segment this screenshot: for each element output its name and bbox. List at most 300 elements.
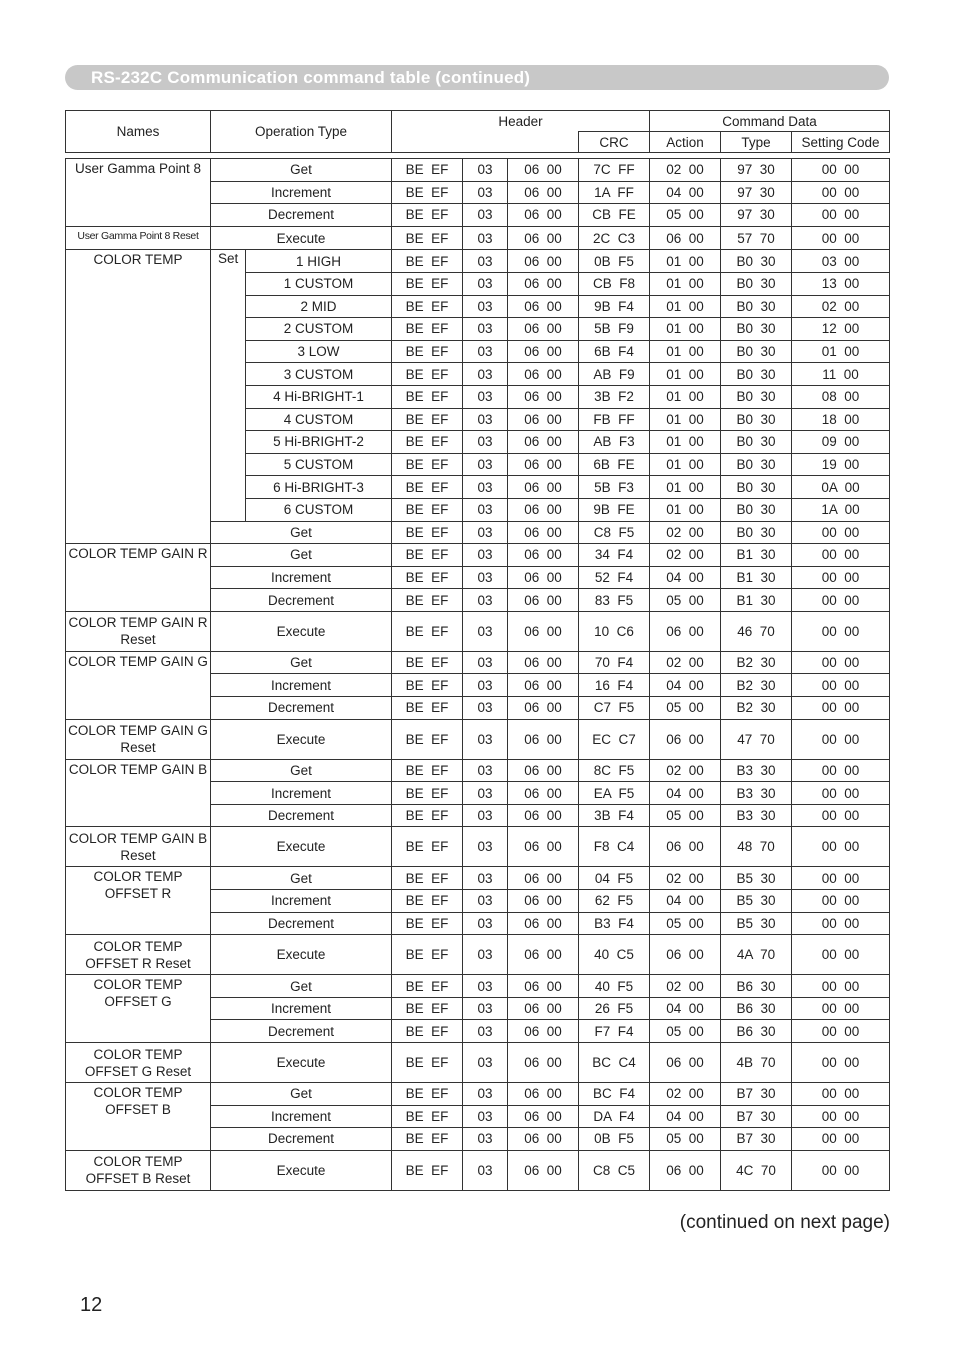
continued-note: (continued on next page) xyxy=(679,1212,890,1233)
row-type: B3 30 xyxy=(721,759,792,782)
row-type: B2 30 xyxy=(721,674,792,697)
row-crc: CB F8 xyxy=(579,272,650,295)
row-h1: BE EF xyxy=(392,295,463,318)
row-crc: 1A FF xyxy=(579,181,650,204)
row-code: 00 00 xyxy=(792,566,890,589)
row-code: 00 00 xyxy=(792,912,890,935)
row-action: 01 00 xyxy=(650,408,721,431)
row-h3: 06 00 xyxy=(508,566,579,589)
row-type: B0 30 xyxy=(721,363,792,386)
row-h1: BE EF xyxy=(392,1043,463,1083)
row-operation: Execute xyxy=(211,611,392,651)
header-names: Names xyxy=(66,111,211,153)
row-h3: 06 00 xyxy=(508,1105,579,1128)
row-h2: 03 xyxy=(463,272,508,295)
row-type: B0 30 xyxy=(721,453,792,476)
row-operation: 3 CUSTOM xyxy=(246,363,392,386)
row-code: 18 00 xyxy=(792,408,890,431)
row-action: 04 00 xyxy=(650,181,721,204)
row-operation: Get xyxy=(211,1083,392,1106)
row-h3: 06 00 xyxy=(508,498,579,521)
row-type: 47 70 xyxy=(721,719,792,759)
row-code: 00 00 xyxy=(792,867,890,890)
row-h2: 03 xyxy=(463,159,508,182)
row-h1: BE EF xyxy=(392,589,463,612)
row-name: COLOR TEMP GAIN R xyxy=(66,544,211,612)
row-h2: 03 xyxy=(463,204,508,227)
row-action: 04 00 xyxy=(650,674,721,697)
row-h3: 06 00 xyxy=(508,997,579,1020)
row-name: User Gamma Point 8 xyxy=(66,159,211,227)
row-crc: 8C F5 xyxy=(579,759,650,782)
row-code: 00 00 xyxy=(792,1083,890,1106)
row-set-label: Set xyxy=(211,250,246,521)
row-h2: 03 xyxy=(463,453,508,476)
row-crc: 0B F5 xyxy=(579,1128,650,1151)
row-code: 00 00 xyxy=(792,674,890,697)
row-operation: Get xyxy=(211,975,392,998)
row-h1: BE EF xyxy=(392,674,463,697)
row-name: User Gamma Point 8 Reset xyxy=(66,226,211,250)
row-operation: Increment xyxy=(211,566,392,589)
row-h3: 06 00 xyxy=(508,867,579,890)
row-crc: 62 F5 xyxy=(579,890,650,913)
table-row xyxy=(66,719,890,759)
table-row xyxy=(66,935,890,975)
row-operation: 6 CUSTOM xyxy=(246,498,392,521)
row-operation: Execute xyxy=(211,935,392,975)
row-code: 00 00 xyxy=(792,611,890,651)
row-h2: 03 xyxy=(463,544,508,567)
row-operation: 4 CUSTOM xyxy=(246,408,392,431)
row-code: 00 00 xyxy=(792,827,890,867)
row-crc: 26 F5 xyxy=(579,997,650,1020)
row-type: 97 30 xyxy=(721,204,792,227)
command-table xyxy=(65,110,890,1191)
row-action: 06 00 xyxy=(650,226,721,250)
row-action: 01 00 xyxy=(650,476,721,499)
header-operation-type: Operation Type xyxy=(211,111,392,153)
row-type: 97 30 xyxy=(721,159,792,182)
row-operation: 5 Hi-BRIGHT-2 xyxy=(246,431,392,454)
row-h1: BE EF xyxy=(392,867,463,890)
row-operation: Get xyxy=(211,544,392,567)
row-operation: Increment xyxy=(211,181,392,204)
row-h2: 03 xyxy=(463,181,508,204)
row-name: COLOR TEMP OFFSET G xyxy=(66,975,211,1043)
row-code: 09 00 xyxy=(792,431,890,454)
row-type: 57 70 xyxy=(721,226,792,250)
row-type: B1 30 xyxy=(721,544,792,567)
row-code: 00 00 xyxy=(792,521,890,544)
row-h1: BE EF xyxy=(392,935,463,975)
row-h3: 06 00 xyxy=(508,544,579,567)
table-row xyxy=(66,759,890,782)
row-h1: BE EF xyxy=(392,975,463,998)
row-code: 00 00 xyxy=(792,159,890,182)
row-type: B2 30 xyxy=(721,697,792,720)
row-crc: AB F9 xyxy=(579,363,650,386)
row-type: B0 30 xyxy=(721,385,792,408)
row-h3: 06 00 xyxy=(508,912,579,935)
table-row xyxy=(66,159,890,182)
row-crc: 34 F4 xyxy=(579,544,650,567)
row-h3: 06 00 xyxy=(508,272,579,295)
row-type: 4A 70 xyxy=(721,935,792,975)
row-h3: 06 00 xyxy=(508,651,579,674)
row-h3: 06 00 xyxy=(508,804,579,827)
row-h1: BE EF xyxy=(392,340,463,363)
table-row xyxy=(66,1150,890,1190)
row-h3: 06 00 xyxy=(508,1150,579,1190)
row-type: 46 70 xyxy=(721,611,792,651)
row-operation: Execute xyxy=(211,226,392,250)
row-name: COLOR TEMP OFFSET B xyxy=(66,1083,211,1151)
row-action: 02 00 xyxy=(650,975,721,998)
row-h1: BE EF xyxy=(392,566,463,589)
row-h2: 03 xyxy=(463,1150,508,1190)
row-type: B6 30 xyxy=(721,997,792,1020)
header-spacer xyxy=(392,132,579,153)
row-h3: 06 00 xyxy=(508,975,579,998)
row-h2: 03 xyxy=(463,1043,508,1083)
row-name: COLOR TEMP OFFSET B Reset xyxy=(66,1150,211,1190)
row-h2: 03 xyxy=(463,759,508,782)
row-operation: Get xyxy=(211,159,392,182)
row-name: COLOR TEMP OFFSET G Reset xyxy=(66,1043,211,1083)
row-h1: BE EF xyxy=(392,408,463,431)
row-h1: BE EF xyxy=(392,453,463,476)
row-type: B0 30 xyxy=(721,521,792,544)
row-h1: BE EF xyxy=(392,651,463,674)
page-number: 12 xyxy=(80,1294,103,1316)
row-code: 19 00 xyxy=(792,453,890,476)
row-code: 00 00 xyxy=(792,997,890,1020)
row-h1: BE EF xyxy=(392,759,463,782)
row-action: 01 00 xyxy=(650,295,721,318)
row-action: 02 00 xyxy=(650,544,721,567)
row-operation: Decrement xyxy=(211,589,392,612)
row-h1: BE EF xyxy=(392,181,463,204)
row-h3: 06 00 xyxy=(508,719,579,759)
row-type: 48 70 xyxy=(721,827,792,867)
table-row xyxy=(66,250,890,273)
row-h2: 03 xyxy=(463,1105,508,1128)
row-code: 00 00 xyxy=(792,226,890,250)
row-h1: BE EF xyxy=(392,697,463,720)
row-h1: BE EF xyxy=(392,363,463,386)
row-crc: 0B F5 xyxy=(579,250,650,273)
header-action: Action xyxy=(650,132,721,153)
row-code: 00 00 xyxy=(792,589,890,612)
row-crc: 16 F4 xyxy=(579,674,650,697)
table-row xyxy=(66,544,890,567)
row-action: 01 00 xyxy=(650,318,721,341)
row-crc: 3B F2 xyxy=(579,385,650,408)
row-crc: 40 C5 xyxy=(579,935,650,975)
row-h1: BE EF xyxy=(392,1150,463,1190)
row-h1: BE EF xyxy=(392,1105,463,1128)
row-h2: 03 xyxy=(463,250,508,273)
row-action: 01 00 xyxy=(650,385,721,408)
row-operation: Increment xyxy=(211,997,392,1020)
row-h2: 03 xyxy=(463,476,508,499)
row-action: 06 00 xyxy=(650,935,721,975)
row-code: 12 00 xyxy=(792,318,890,341)
row-h2: 03 xyxy=(463,408,508,431)
row-operation: Execute xyxy=(211,719,392,759)
row-h3: 06 00 xyxy=(508,385,579,408)
row-crc: 2C C3 xyxy=(579,226,650,250)
table-row xyxy=(66,651,890,674)
row-type: B7 30 xyxy=(721,1083,792,1106)
row-action: 01 00 xyxy=(650,453,721,476)
table-row xyxy=(66,975,890,998)
row-action: 01 00 xyxy=(650,431,721,454)
row-name: COLOR TEMP OFFSET R Reset xyxy=(66,935,211,975)
row-crc: CB FE xyxy=(579,204,650,227)
row-operation: Decrement xyxy=(211,804,392,827)
row-action: 01 00 xyxy=(650,272,721,295)
row-code: 00 00 xyxy=(792,1020,890,1043)
row-action: 05 00 xyxy=(650,697,721,720)
row-h1: BE EF xyxy=(392,782,463,805)
row-name: COLOR TEMP GAIN B xyxy=(66,759,211,827)
row-code: 00 00 xyxy=(792,204,890,227)
row-crc: 5B F3 xyxy=(579,476,650,499)
row-code: 00 00 xyxy=(792,975,890,998)
row-code: 00 00 xyxy=(792,935,890,975)
row-operation: 5 CUSTOM xyxy=(246,453,392,476)
row-action: 06 00 xyxy=(650,1043,721,1083)
row-h1: BE EF xyxy=(392,159,463,182)
table-row xyxy=(66,867,890,890)
row-crc: BC F4 xyxy=(579,1083,650,1106)
row-h3: 06 00 xyxy=(508,363,579,386)
row-crc: 7C FF xyxy=(579,159,650,182)
row-crc: FB FF xyxy=(579,408,650,431)
row-operation: Get xyxy=(211,651,392,674)
row-h3: 06 00 xyxy=(508,674,579,697)
row-code: 00 00 xyxy=(792,651,890,674)
row-name: COLOR TEMP xyxy=(66,250,211,544)
row-code: 00 00 xyxy=(792,544,890,567)
row-action: 02 00 xyxy=(650,867,721,890)
row-code: 01 00 xyxy=(792,340,890,363)
row-h2: 03 xyxy=(463,498,508,521)
row-action: 01 00 xyxy=(650,250,721,273)
row-h1: BE EF xyxy=(392,912,463,935)
row-h2: 03 xyxy=(463,1083,508,1106)
row-operation: Execute xyxy=(211,827,392,867)
row-code: 1A 00 xyxy=(792,498,890,521)
row-operation: Decrement xyxy=(211,697,392,720)
row-code: 08 00 xyxy=(792,385,890,408)
row-h2: 03 xyxy=(463,651,508,674)
row-crc: BC C4 xyxy=(579,1043,650,1083)
row-h2: 03 xyxy=(463,521,508,544)
row-h1: BE EF xyxy=(392,1128,463,1151)
row-h2: 03 xyxy=(463,589,508,612)
row-operation: Get xyxy=(211,521,392,544)
row-h2: 03 xyxy=(463,318,508,341)
row-operation: 2 MID xyxy=(246,295,392,318)
row-name: COLOR TEMP GAIN R Reset xyxy=(66,611,211,651)
row-crc: C7 F5 xyxy=(579,697,650,720)
row-h1: BE EF xyxy=(392,498,463,521)
row-h1: BE EF xyxy=(392,827,463,867)
row-code: 00 00 xyxy=(792,1128,890,1151)
table-row xyxy=(66,611,890,651)
row-h3: 06 00 xyxy=(508,250,579,273)
row-operation: Decrement xyxy=(211,1020,392,1043)
row-h2: 03 xyxy=(463,363,508,386)
row-h3: 06 00 xyxy=(508,340,579,363)
row-crc: EA F5 xyxy=(579,782,650,805)
row-crc: 04 F5 xyxy=(579,867,650,890)
row-h3: 06 00 xyxy=(508,782,579,805)
row-h3: 06 00 xyxy=(508,318,579,341)
row-name: COLOR TEMP GAIN G xyxy=(66,651,211,719)
row-h3: 06 00 xyxy=(508,1128,579,1151)
row-h2: 03 xyxy=(463,890,508,913)
row-h3: 06 00 xyxy=(508,431,579,454)
row-type: B2 30 xyxy=(721,651,792,674)
row-action: 02 00 xyxy=(650,759,721,782)
row-action: 01 00 xyxy=(650,498,721,521)
row-type: B0 30 xyxy=(721,295,792,318)
row-action: 02 00 xyxy=(650,521,721,544)
row-operation: 6 Hi-BRIGHT-3 xyxy=(246,476,392,499)
row-action: 05 00 xyxy=(650,1020,721,1043)
row-crc: C8 F5 xyxy=(579,521,650,544)
row-action: 05 00 xyxy=(650,589,721,612)
row-operation: 3 LOW xyxy=(246,340,392,363)
row-h1: BE EF xyxy=(392,997,463,1020)
row-action: 04 00 xyxy=(650,1105,721,1128)
row-type: B0 30 xyxy=(721,408,792,431)
row-crc: C8 C5 xyxy=(579,1150,650,1190)
row-action: 06 00 xyxy=(650,719,721,759)
row-action: 04 00 xyxy=(650,890,721,913)
row-h3: 06 00 xyxy=(508,476,579,499)
row-code: 00 00 xyxy=(792,890,890,913)
section-title: RS-232C Communication command table (continued) xyxy=(91,68,531,87)
row-h2: 03 xyxy=(463,611,508,651)
row-crc: 40 F5 xyxy=(579,975,650,998)
row-h1: BE EF xyxy=(392,1020,463,1043)
row-operation: Decrement xyxy=(211,912,392,935)
row-type: 97 30 xyxy=(721,181,792,204)
row-h3: 06 00 xyxy=(508,589,579,612)
row-h2: 03 xyxy=(463,719,508,759)
row-h1: BE EF xyxy=(392,521,463,544)
row-crc: 5B F9 xyxy=(579,318,650,341)
row-action: 05 00 xyxy=(650,204,721,227)
row-h1: BE EF xyxy=(392,385,463,408)
row-crc: EC C7 xyxy=(579,719,650,759)
row-crc: 83 F5 xyxy=(579,589,650,612)
header-header: Header xyxy=(392,111,650,132)
row-type: 4B 70 xyxy=(721,1043,792,1083)
row-h3: 06 00 xyxy=(508,1043,579,1083)
row-action: 06 00 xyxy=(650,1150,721,1190)
row-h1: BE EF xyxy=(392,476,463,499)
row-type: B5 30 xyxy=(721,912,792,935)
row-crc: AB F3 xyxy=(579,431,650,454)
row-h2: 03 xyxy=(463,674,508,697)
row-code: 0A 00 xyxy=(792,476,890,499)
row-h3: 06 00 xyxy=(508,159,579,182)
row-h3: 06 00 xyxy=(508,1020,579,1043)
row-h1: BE EF xyxy=(392,318,463,341)
row-operation: Execute xyxy=(211,1043,392,1083)
row-h3: 06 00 xyxy=(508,521,579,544)
row-type: B0 30 xyxy=(721,476,792,499)
row-h3: 06 00 xyxy=(508,611,579,651)
row-name: COLOR TEMP GAIN G Reset xyxy=(66,719,211,759)
row-code: 02 00 xyxy=(792,295,890,318)
row-action: 01 00 xyxy=(650,363,721,386)
row-h3: 06 00 xyxy=(508,181,579,204)
row-type: B0 30 xyxy=(721,250,792,273)
row-h1: BE EF xyxy=(392,1083,463,1106)
row-code: 00 00 xyxy=(792,181,890,204)
row-code: 00 00 xyxy=(792,1150,890,1190)
row-operation: Increment xyxy=(211,674,392,697)
row-code: 00 00 xyxy=(792,719,890,759)
row-h2: 03 xyxy=(463,827,508,867)
row-action: 02 00 xyxy=(650,159,721,182)
row-crc: DA F4 xyxy=(579,1105,650,1128)
row-h1: BE EF xyxy=(392,272,463,295)
row-h2: 03 xyxy=(463,226,508,250)
row-crc: F8 C4 xyxy=(579,827,650,867)
row-crc: 6B FE xyxy=(579,453,650,476)
row-action: 05 00 xyxy=(650,1128,721,1151)
row-h3: 06 00 xyxy=(508,295,579,318)
row-h1: BE EF xyxy=(392,611,463,651)
row-action: 04 00 xyxy=(650,566,721,589)
row-operation: Increment xyxy=(211,782,392,805)
row-type: B7 30 xyxy=(721,1105,792,1128)
row-h3: 06 00 xyxy=(508,408,579,431)
row-action: 06 00 xyxy=(650,827,721,867)
table-body xyxy=(66,159,890,1191)
row-code: 00 00 xyxy=(792,1105,890,1128)
row-crc: F7 F4 xyxy=(579,1020,650,1043)
row-h1: BE EF xyxy=(392,226,463,250)
header-setting-code: Setting Code xyxy=(792,132,890,153)
row-h1: BE EF xyxy=(392,431,463,454)
row-code: 00 00 xyxy=(792,697,890,720)
row-h1: BE EF xyxy=(392,544,463,567)
row-code: 00 00 xyxy=(792,759,890,782)
row-type: B0 30 xyxy=(721,272,792,295)
row-operation: 2 CUSTOM xyxy=(246,318,392,341)
row-h3: 06 00 xyxy=(508,697,579,720)
row-h3: 06 00 xyxy=(508,935,579,975)
row-crc: 9B F4 xyxy=(579,295,650,318)
row-action: 04 00 xyxy=(650,782,721,805)
row-h2: 03 xyxy=(463,1128,508,1151)
row-h3: 06 00 xyxy=(508,827,579,867)
row-operation: Decrement xyxy=(211,204,392,227)
row-h3: 06 00 xyxy=(508,890,579,913)
row-type: B6 30 xyxy=(721,975,792,998)
row-crc: 3B F4 xyxy=(579,804,650,827)
row-h3: 06 00 xyxy=(508,453,579,476)
